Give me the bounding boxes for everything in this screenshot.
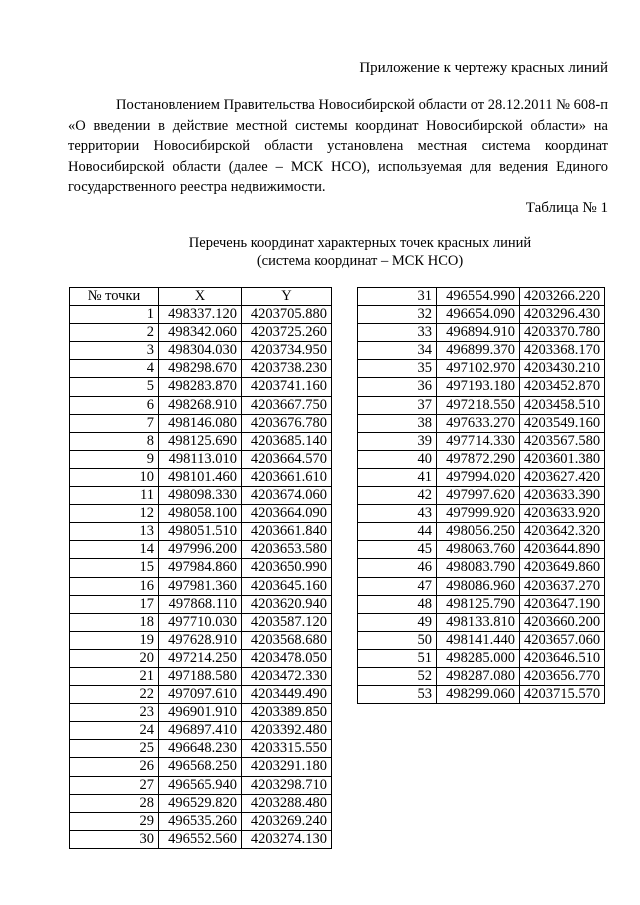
cell-x: 498113.010 — [159, 450, 242, 468]
cell-x: 497097.610 — [159, 686, 242, 704]
cell-y: 4203370.780 — [520, 324, 605, 342]
table-row — [70, 342, 332, 360]
cell-point-number: 27 — [70, 776, 159, 794]
cell-y: 4203458.510 — [520, 396, 605, 414]
cell-point-number: 35 — [358, 360, 437, 378]
table-row — [70, 794, 332, 812]
cell-point-number: 21 — [70, 667, 159, 685]
cell-y: 4203472.330 — [242, 667, 332, 685]
cell-y: 4203274.130 — [242, 830, 332, 848]
cell-point-number: 42 — [358, 487, 437, 505]
table-row — [358, 324, 605, 342]
cell-point-number: 17 — [70, 595, 159, 613]
cell-point-number: 40 — [358, 450, 437, 468]
cell-y: 4203661.610 — [242, 468, 332, 486]
cell-x: 496568.250 — [159, 758, 242, 776]
cell-y: 4203296.430 — [520, 306, 605, 324]
cell-y: 4203587.120 — [242, 613, 332, 631]
table-header-row — [70, 288, 332, 306]
cell-y: 4203667.750 — [242, 396, 332, 414]
cell-y: 4203644.890 — [520, 541, 605, 559]
cell-point-number: 38 — [358, 414, 437, 432]
cell-y: 4203642.320 — [520, 523, 605, 541]
cell-point-number: 24 — [70, 722, 159, 740]
table-row — [70, 776, 332, 794]
cell-point-number: 48 — [358, 595, 437, 613]
table-row — [358, 505, 605, 523]
table-row — [70, 505, 332, 523]
cell-x: 498125.790 — [437, 595, 520, 613]
cell-x: 497193.180 — [437, 378, 520, 396]
cell-y: 4203664.090 — [242, 505, 332, 523]
cell-point-number: 51 — [358, 649, 437, 667]
cell-point-number: 28 — [70, 794, 159, 812]
cell-x: 497999.920 — [437, 505, 520, 523]
cell-y: 4203620.940 — [242, 595, 332, 613]
table-row — [70, 541, 332, 559]
intro-paragraph: Постановлением Правительства Новосибирской области от 28.12.2011 № 608-п «О введении в действие местной системы координат Новосибирской области» на территории Новосибирской области установлена местная система координат Новосибирской области (далее – МСК НСО), используемая для ведения Единого государственного реестра недвижимости. — [68, 97, 608, 195]
cell-y: 4203266.220 — [520, 288, 605, 306]
cell-point-number: 22 — [70, 686, 159, 704]
cell-x: 498298.670 — [159, 360, 242, 378]
cell-y: 4203288.480 — [242, 794, 332, 812]
cell-point-number: 20 — [70, 649, 159, 667]
cell-y: 4203601.380 — [520, 450, 605, 468]
cell-point-number: 1 — [70, 306, 159, 324]
cell-point-number: 49 — [358, 613, 437, 631]
table-row — [70, 559, 332, 577]
cell-y: 4203478.050 — [242, 649, 332, 667]
cell-x: 497102.970 — [437, 360, 520, 378]
cell-x: 498268.910 — [159, 396, 242, 414]
cell-point-number: 13 — [70, 523, 159, 541]
cell-point-number: 10 — [70, 468, 159, 486]
cell-y: 4203741.160 — [242, 378, 332, 396]
coordinates-table-left — [69, 287, 332, 849]
cell-x: 496894.910 — [437, 324, 520, 342]
cell-y: 4203452.870 — [520, 378, 605, 396]
cell-point-number: 18 — [70, 613, 159, 631]
table-row — [358, 595, 605, 613]
table-row — [358, 541, 605, 559]
cell-x: 496899.370 — [437, 342, 520, 360]
cell-x: 496552.560 — [159, 830, 242, 848]
cell-point-number: 23 — [70, 704, 159, 722]
cell-y: 4203650.990 — [242, 559, 332, 577]
cell-y: 4203656.770 — [520, 667, 605, 685]
table-row — [70, 306, 332, 324]
table-row — [358, 396, 605, 414]
cell-point-number: 25 — [70, 740, 159, 758]
cell-point-number: 19 — [70, 631, 159, 649]
cell-y: 4203685.140 — [242, 432, 332, 450]
table-row — [358, 686, 605, 704]
cell-point-number: 47 — [358, 577, 437, 595]
cell-y: 4203637.270 — [520, 577, 605, 595]
table-row — [358, 288, 605, 306]
cell-y: 4203653.580 — [242, 541, 332, 559]
table-row — [70, 396, 332, 414]
table-row — [70, 740, 332, 758]
cell-point-number: 4 — [70, 360, 159, 378]
cell-y: 4203715.570 — [520, 686, 605, 704]
cell-x: 497214.250 — [159, 649, 242, 667]
cell-y: 4203389.850 — [242, 704, 332, 722]
cell-x: 496565.940 — [159, 776, 242, 794]
cell-x: 496554.990 — [437, 288, 520, 306]
table-row — [70, 432, 332, 450]
cell-y: 4203627.420 — [520, 468, 605, 486]
table-row — [70, 487, 332, 505]
cell-x: 498058.100 — [159, 505, 242, 523]
cell-x: 496648.230 — [159, 740, 242, 758]
table-row — [70, 577, 332, 595]
cell-x: 497872.290 — [437, 450, 520, 468]
cell-x: 498063.760 — [437, 541, 520, 559]
cell-y: 4203674.060 — [242, 487, 332, 505]
cell-y: 4203430.210 — [520, 360, 605, 378]
header-y: Y — [242, 288, 332, 306]
table-row — [358, 559, 605, 577]
header-point-number: № точки — [70, 288, 159, 306]
cell-y: 4203725.260 — [242, 324, 332, 342]
cell-y: 4203705.880 — [242, 306, 332, 324]
cell-point-number: 9 — [70, 450, 159, 468]
cell-point-number: 7 — [70, 414, 159, 432]
cell-x: 498285.000 — [437, 649, 520, 667]
cell-x: 497868.110 — [159, 595, 242, 613]
table-row — [70, 378, 332, 396]
cell-x: 498304.030 — [159, 342, 242, 360]
cell-point-number: 5 — [70, 378, 159, 396]
table-row — [70, 812, 332, 830]
table-row — [70, 686, 332, 704]
cell-x: 498133.810 — [437, 613, 520, 631]
cell-point-number: 16 — [70, 577, 159, 595]
cell-y: 4203633.390 — [520, 487, 605, 505]
table-row — [70, 758, 332, 776]
cell-x: 498337.120 — [159, 306, 242, 324]
cell-x: 497997.620 — [437, 487, 520, 505]
cell-x: 496535.260 — [159, 812, 242, 830]
table-row — [358, 487, 605, 505]
table-row — [70, 468, 332, 486]
table-caption-line-1: Перечень координат характерных точек красных линий — [188, 235, 532, 251]
table-row — [70, 631, 332, 649]
cell-point-number: 37 — [358, 396, 437, 414]
table-row — [358, 414, 605, 432]
cell-x: 498287.080 — [437, 667, 520, 685]
coordinates-table-right — [357, 287, 605, 704]
cell-y: 4203315.550 — [242, 740, 332, 758]
cell-y: 4203368.170 — [520, 342, 605, 360]
cell-x: 497714.330 — [437, 432, 520, 450]
cell-y: 4203392.480 — [242, 722, 332, 740]
cell-point-number: 45 — [358, 541, 437, 559]
table-row — [70, 704, 332, 722]
cell-point-number: 33 — [358, 324, 437, 342]
cell-point-number: 2 — [70, 324, 159, 342]
cell-y: 4203657.060 — [520, 631, 605, 649]
cell-point-number: 30 — [70, 830, 159, 848]
cell-x: 497633.270 — [437, 414, 520, 432]
cell-x: 497188.580 — [159, 667, 242, 685]
cell-x: 496901.910 — [159, 704, 242, 722]
cell-y: 4203298.710 — [242, 776, 332, 794]
cell-x: 498083.790 — [437, 559, 520, 577]
cell-x: 497981.360 — [159, 577, 242, 595]
table-row — [70, 523, 332, 541]
cell-point-number: 29 — [70, 812, 159, 830]
cell-x: 497710.030 — [159, 613, 242, 631]
table-row — [70, 450, 332, 468]
cell-y: 4203676.780 — [242, 414, 332, 432]
table-row — [70, 595, 332, 613]
cell-x: 498299.060 — [437, 686, 520, 704]
cell-x: 497984.860 — [159, 559, 242, 577]
table-number: Таблица № 1 — [525, 200, 608, 216]
cell-x: 498098.330 — [159, 487, 242, 505]
cell-y: 4203633.920 — [520, 505, 605, 523]
cell-y: 4203661.840 — [242, 523, 332, 541]
cell-point-number: 26 — [70, 758, 159, 776]
cell-y: 4203291.180 — [242, 758, 332, 776]
cell-x: 497628.910 — [159, 631, 242, 649]
cell-x: 498086.960 — [437, 577, 520, 595]
table-caption-line-2: (система координат – МСК НСО) — [256, 253, 464, 269]
cell-x: 498141.440 — [437, 631, 520, 649]
table-row — [358, 306, 605, 324]
cell-x: 498146.080 — [159, 414, 242, 432]
table-row — [70, 414, 332, 432]
cell-y: 4203568.680 — [242, 631, 332, 649]
cell-point-number: 44 — [358, 523, 437, 541]
cell-y: 4203734.950 — [242, 342, 332, 360]
cell-point-number: 6 — [70, 396, 159, 414]
cell-x: 497994.020 — [437, 468, 520, 486]
cell-y: 4203738.230 — [242, 360, 332, 378]
table-row — [358, 649, 605, 667]
table-row — [358, 523, 605, 541]
table-row — [358, 342, 605, 360]
cell-x: 496654.090 — [437, 306, 520, 324]
cell-point-number: 31 — [358, 288, 437, 306]
cell-y: 4203664.570 — [242, 450, 332, 468]
cell-x: 498101.460 — [159, 468, 242, 486]
table-caption — [0, 234, 640, 270]
cell-x: 496529.820 — [159, 794, 242, 812]
table-row — [358, 577, 605, 595]
cell-x: 497218.550 — [437, 396, 520, 414]
cell-y: 4203269.240 — [242, 812, 332, 830]
cell-point-number: 41 — [358, 468, 437, 486]
table-row — [358, 613, 605, 631]
cell-x: 498283.870 — [159, 378, 242, 396]
table-row — [358, 468, 605, 486]
cell-x: 496897.410 — [159, 722, 242, 740]
table-row — [358, 378, 605, 396]
cell-point-number: 14 — [70, 541, 159, 559]
cell-point-number: 36 — [358, 378, 437, 396]
table-row — [358, 667, 605, 685]
table-row — [70, 649, 332, 667]
cell-point-number: 39 — [358, 432, 437, 450]
cell-point-number: 50 — [358, 631, 437, 649]
cell-point-number: 34 — [358, 342, 437, 360]
cell-point-number: 15 — [70, 559, 159, 577]
table-row — [70, 324, 332, 342]
header-x: X — [159, 288, 242, 306]
cell-point-number: 46 — [358, 559, 437, 577]
cell-y: 4203449.490 — [242, 686, 332, 704]
cell-y: 4203645.160 — [242, 577, 332, 595]
cell-point-number: 8 — [70, 432, 159, 450]
cell-y: 4203649.860 — [520, 559, 605, 577]
table-row — [70, 613, 332, 631]
cell-x: 498056.250 — [437, 523, 520, 541]
cell-point-number: 12 — [70, 505, 159, 523]
cell-y: 4203646.510 — [520, 649, 605, 667]
table-row — [70, 830, 332, 848]
cell-point-number: 52 — [358, 667, 437, 685]
cell-y: 4203647.190 — [520, 595, 605, 613]
appendix-title: Приложение к чертежу красных линий — [359, 60, 608, 76]
table-row — [358, 432, 605, 450]
table-row — [358, 360, 605, 378]
cell-point-number: 32 — [358, 306, 437, 324]
cell-x: 498342.060 — [159, 324, 242, 342]
cell-x: 497996.200 — [159, 541, 242, 559]
cell-y: 4203567.580 — [520, 432, 605, 450]
table-row — [358, 631, 605, 649]
cell-y: 4203549.160 — [520, 414, 605, 432]
table-row — [358, 450, 605, 468]
table-row — [70, 722, 332, 740]
cell-point-number: 11 — [70, 487, 159, 505]
cell-y: 4203660.200 — [520, 613, 605, 631]
cell-point-number: 43 — [358, 505, 437, 523]
table-row — [70, 667, 332, 685]
cell-point-number: 3 — [70, 342, 159, 360]
cell-point-number: 53 — [358, 686, 437, 704]
table-row — [70, 360, 332, 378]
cell-x: 498125.690 — [159, 432, 242, 450]
cell-x: 498051.510 — [159, 523, 242, 541]
